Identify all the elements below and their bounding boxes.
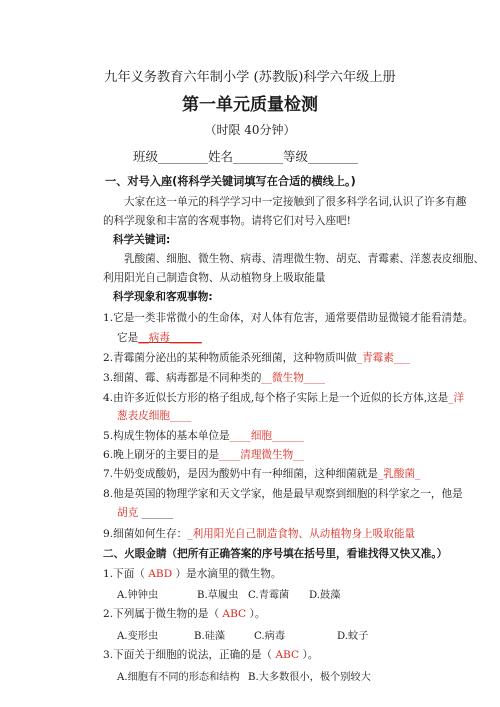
- mc-question-2: [103, 606, 265, 621]
- mc-question-3-answer: ABC: [275, 649, 300, 661]
- question-2-answer: _青霉素___: [356, 352, 410, 364]
- mc-question-1: [103, 566, 282, 581]
- question-3-answer: __微生物____: [261, 372, 325, 384]
- mc-question-1-option-a: A.钟钟虫: [117, 590, 159, 601]
- mc-question-1-answer: ABD: [148, 568, 173, 580]
- mc-question-1-option-c: C.青霉菌: [248, 590, 290, 601]
- mc-question-2-option-c: C.病毒: [254, 631, 286, 642]
- question-4-line1: [103, 390, 464, 405]
- question-1-answer: __病毒______: [138, 332, 202, 344]
- question-8-blank: ______: [138, 507, 174, 519]
- mc-question-3-prefix: 3.下面关于细胞的说法，正确的是（: [103, 649, 276, 661]
- mc-question-1-option-d: D.鼓藻: [309, 590, 341, 601]
- section2-heading: 二、火眼金睛（把所有正确答案的序号填在括号里，看谁找得又快又准。）: [103, 548, 448, 560]
- question-4-answer-part1: _洋: [448, 392, 465, 404]
- document-subtitle: 九年义务教育六年制小学 (苏教版)科学六年级上册: [104, 70, 396, 85]
- keywords-line2: 利用阳光自己制造食物、从动植物身上吸取能量: [103, 272, 326, 284]
- section1-intro-line2: 的科学现象和丰富的客观事物。请将它们对号入座吧!: [103, 215, 351, 227]
- mc-question-1-option-b: B.草履虫: [197, 590, 239, 601]
- document-title: 第一单元质量检测: [182, 95, 318, 115]
- question-5: [103, 428, 304, 443]
- mc-question-2-prefix: 2.下列属于微生物的是（: [103, 608, 223, 620]
- question-8-line1: 8.他是英国的物理学家和天文学家，他是最早观察到细胞的科学家之一，他是: [103, 488, 463, 500]
- question-9-text: 9.细菌如何生存：: [103, 528, 188, 540]
- question-6: [103, 447, 304, 462]
- question-2: [103, 350, 410, 365]
- question-7-text: 7.牛奶变成酸奶，是因为酸奶中有一种细菌，这种细菌就是: [103, 468, 378, 480]
- mc-question-2-option-d: D.蚊子: [337, 631, 369, 642]
- mc-question-2-option-a: A.变形虫: [117, 631, 159, 642]
- mc-question-3-option-b: B.大多数很小，极个别较大: [248, 672, 371, 683]
- question-2-text: 2.青霉菌分泌出的某种物质能杀死细菌，这种物质叫做: [103, 352, 357, 364]
- mc-question-1-prefix: 1.下面（: [103, 568, 149, 580]
- mc-question-2-suffix: ）。: [246, 608, 266, 620]
- phenomena-heading: 科学现象和客观事物:: [113, 291, 213, 303]
- question-3-text: 3.细菌、霉、病毒都是不同种类的: [103, 372, 262, 384]
- time-limit: （时限 40分钟）: [204, 123, 296, 137]
- question-7-answer: _乳酸菌_: [377, 468, 421, 480]
- question-9-answer: _利用阳光自己制造食物、从动植物身上吸取能量: [187, 528, 416, 540]
- mc-question-3-suffix: ）。: [299, 649, 319, 661]
- question-4-answer-part2: 葱表皮细胞____: [117, 410, 192, 422]
- question-8-line2: [117, 505, 173, 520]
- mc-question-3-option-a: A.细胞有不同的形态和结构: [117, 672, 240, 683]
- mc-question-2-answer: ABC: [222, 608, 247, 620]
- question-8-answer: 胡克: [117, 507, 139, 519]
- question-9: [103, 526, 415, 541]
- keywords-line1: 乳酸菌、细胞、微生物、病毒、清理微生物、胡克、青霉素、洋葱表皮细胞、: [124, 253, 485, 265]
- mc-question-3: [103, 647, 318, 662]
- mc-question-1-suffix: ）是水滴里的微生物。: [172, 568, 282, 580]
- section1-intro-line1: 大家在这一单元的科学学习中一定接触到了很多科学名词,认识了许多有趣: [124, 196, 467, 208]
- class-name-grade-line: 班级________姓名________等级________: [133, 149, 359, 164]
- question-7: [103, 466, 420, 481]
- question-4-text: 4.由许多近似长方形的格子组成,每个格子实际上是一个近似的长方体,这是: [103, 392, 449, 404]
- keywords-heading: 科学关键词:: [113, 234, 171, 246]
- question-1-line2: [117, 330, 202, 345]
- question-3: [103, 370, 325, 385]
- question-5-text: 5.构成生物体的基本单位是: [103, 430, 230, 442]
- question-1-prefix: 它是: [117, 332, 139, 344]
- section1-heading: 一、对号入座(将科学关键词填写在合适的横线上。): [105, 175, 356, 188]
- question-6-answer: ____清理微生物__: [219, 449, 304, 461]
- mc-question-2-option-b: B.硅藻: [194, 631, 226, 642]
- question-1-line1: 1.它是一类非常微小的生命体，对人体有危害，通常要借助显微镜才能看清楚。: [103, 312, 474, 324]
- question-5-answer: ____细胞______: [229, 430, 304, 442]
- question-6-text: 6.晚上刷牙的主要目的是: [103, 449, 220, 461]
